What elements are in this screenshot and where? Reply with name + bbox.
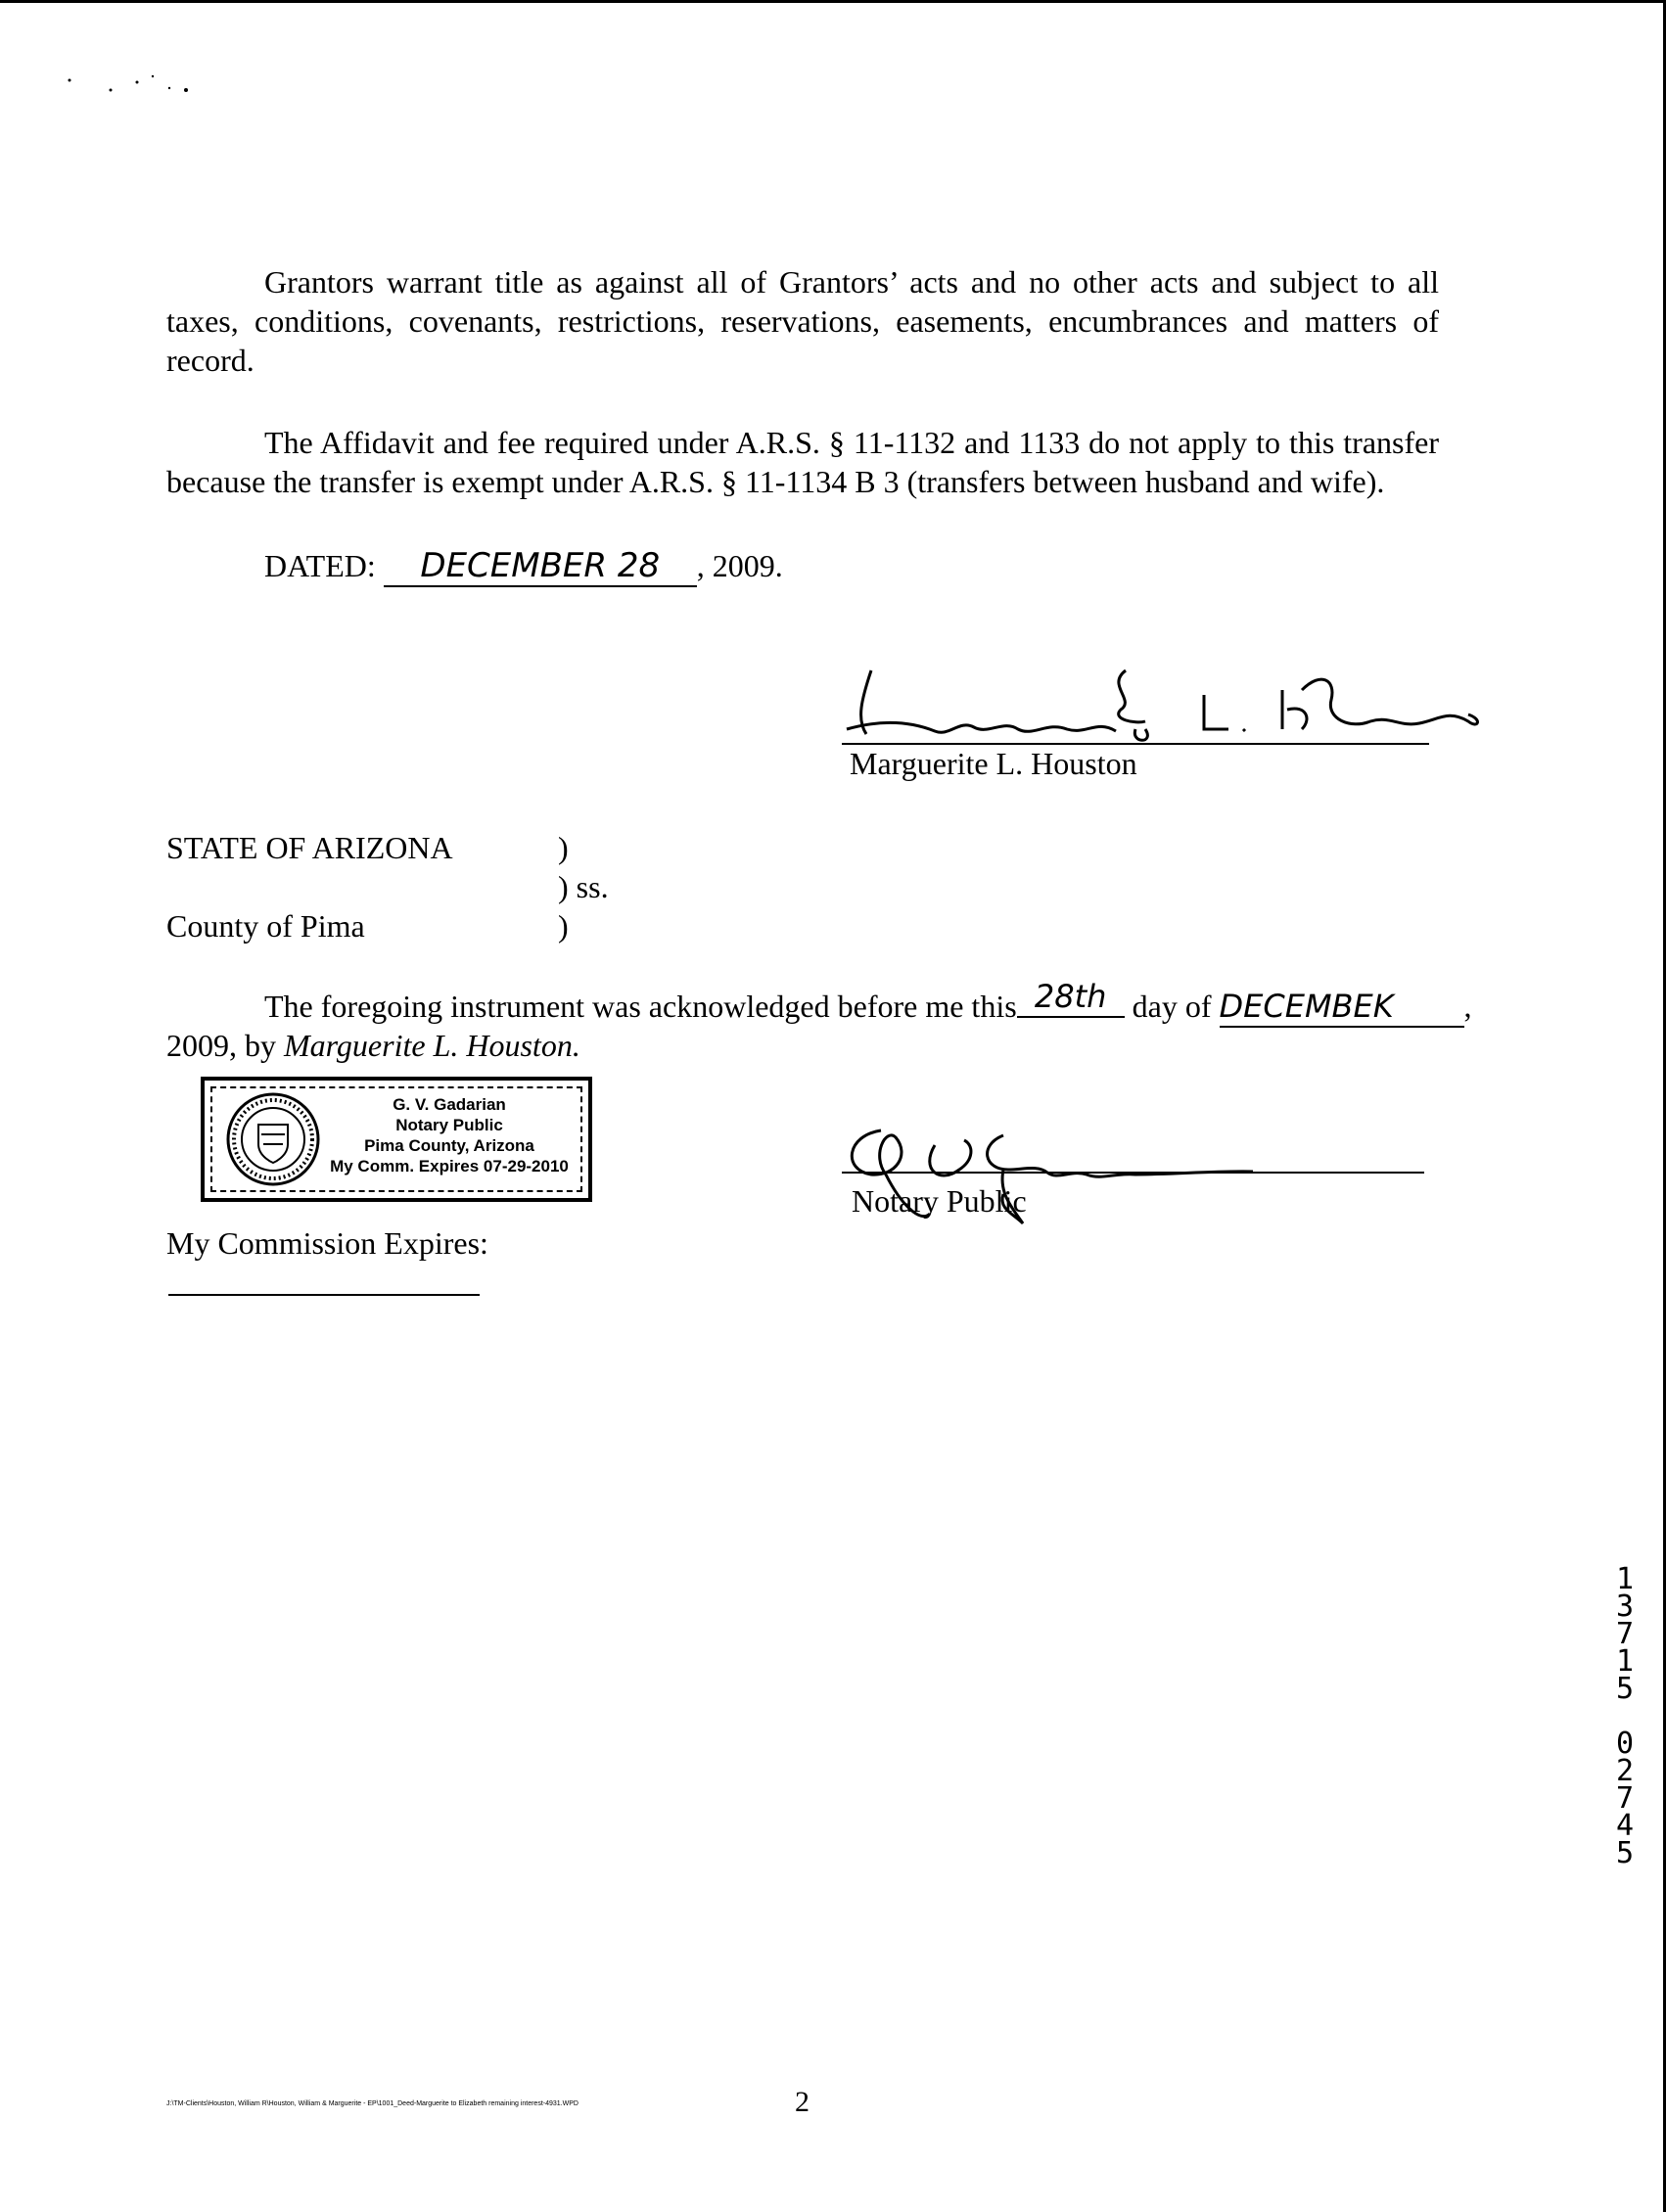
acknowledgment-comma: , bbox=[1463, 989, 1472, 1024]
acknowledgment-prefix: The foregoing instrument was acknowledged before me this bbox=[264, 989, 1017, 1024]
dated-line bbox=[264, 546, 783, 587]
bates-digit: 7 bbox=[1615, 1617, 1635, 1651]
notary-stamp-expires: My Comm. Expires 07-29-2010 bbox=[330, 1157, 569, 1175]
commission-expires-label: My Commission Expires: bbox=[166, 1225, 488, 1261]
state-seal-icon bbox=[224, 1090, 322, 1188]
bates-digit: 1 bbox=[1615, 1562, 1635, 1596]
bates-digit: 0 bbox=[1615, 1727, 1635, 1761]
scan-specks bbox=[67, 69, 204, 98]
notary-stamp-text bbox=[327, 1094, 572, 1176]
notary-stamp-title: Notary Public bbox=[395, 1116, 503, 1134]
venue-paren-2: ) bbox=[558, 908, 569, 944]
bates-digit: 5 bbox=[1615, 1672, 1635, 1706]
commission-expires-line bbox=[168, 1294, 480, 1296]
venue-ss: ) ss. bbox=[558, 869, 609, 904]
dated-year: , 2009. bbox=[696, 548, 783, 583]
footer-file-path: J:\TM-Clients\Houston, William R\Houston, William & Marguerite - EP\1001_Deed-Marguerite to Elizabeth remaining interest-4931.WPD bbox=[166, 2100, 578, 2107]
acknowledgment-line-2 bbox=[166, 1026, 580, 1065]
acknowledgment-month: DECEMBEK bbox=[1220, 987, 1464, 1028]
page-number: 2 bbox=[795, 2086, 810, 2118]
acknowledgment-name: Marguerite L. Houston. bbox=[284, 1028, 580, 1063]
bates-digit: 5 bbox=[1615, 1836, 1635, 1870]
warranty-paragraph: Grantors warrant title as against all of Grantors’ acts and no other acts and subject to all taxes, conditions, covenants, restrictions, reservations, easements, encumbrances and matters of record. bbox=[166, 264, 1439, 378]
affidavit-paragraph: The Affidavit and fee required under A.R.S. § 11-1132 and 1133 do not apply to this transfer because the transfer is exempt under A.R.S. § 11-1134 B 3 (transfers between husband and wife). bbox=[166, 425, 1439, 499]
acknowledgment-day-of: day of bbox=[1132, 989, 1212, 1024]
grantor-printed-name: Marguerite L. Houston bbox=[850, 746, 1137, 781]
acknowledgment-line-1 bbox=[264, 978, 1472, 1028]
page-top-border bbox=[0, 0, 1666, 3]
dated-handwritten-date: DECEMBER 28 bbox=[384, 546, 697, 587]
notary-stamp bbox=[201, 1077, 592, 1202]
venue-state: STATE OF ARIZONA bbox=[166, 830, 453, 865]
acknowledgment-day: 28th bbox=[1017, 977, 1125, 1018]
bates-number bbox=[1613, 1562, 1637, 1870]
bates-digit: 4 bbox=[1615, 1809, 1635, 1843]
bates-digit: 1 bbox=[1615, 1644, 1635, 1679]
bates-digit: 7 bbox=[1615, 1781, 1635, 1816]
bates-digit: 2 bbox=[1615, 1754, 1635, 1788]
venue-county: County of Pima bbox=[166, 908, 365, 944]
acknowledgment-year-by: 2009, by bbox=[166, 1028, 284, 1063]
bates-digit: 3 bbox=[1615, 1590, 1635, 1624]
grantor-signature bbox=[842, 651, 1488, 749]
notary-stamp-name: G. V. Gadarian bbox=[393, 1095, 506, 1114]
dated-label: DATED: bbox=[264, 548, 376, 583]
notary-public-label: Notary Public bbox=[852, 1183, 1027, 1219]
notary-stamp-county: Pima County, Arizona bbox=[364, 1136, 534, 1155]
venue-paren-1: ) bbox=[558, 830, 569, 865]
